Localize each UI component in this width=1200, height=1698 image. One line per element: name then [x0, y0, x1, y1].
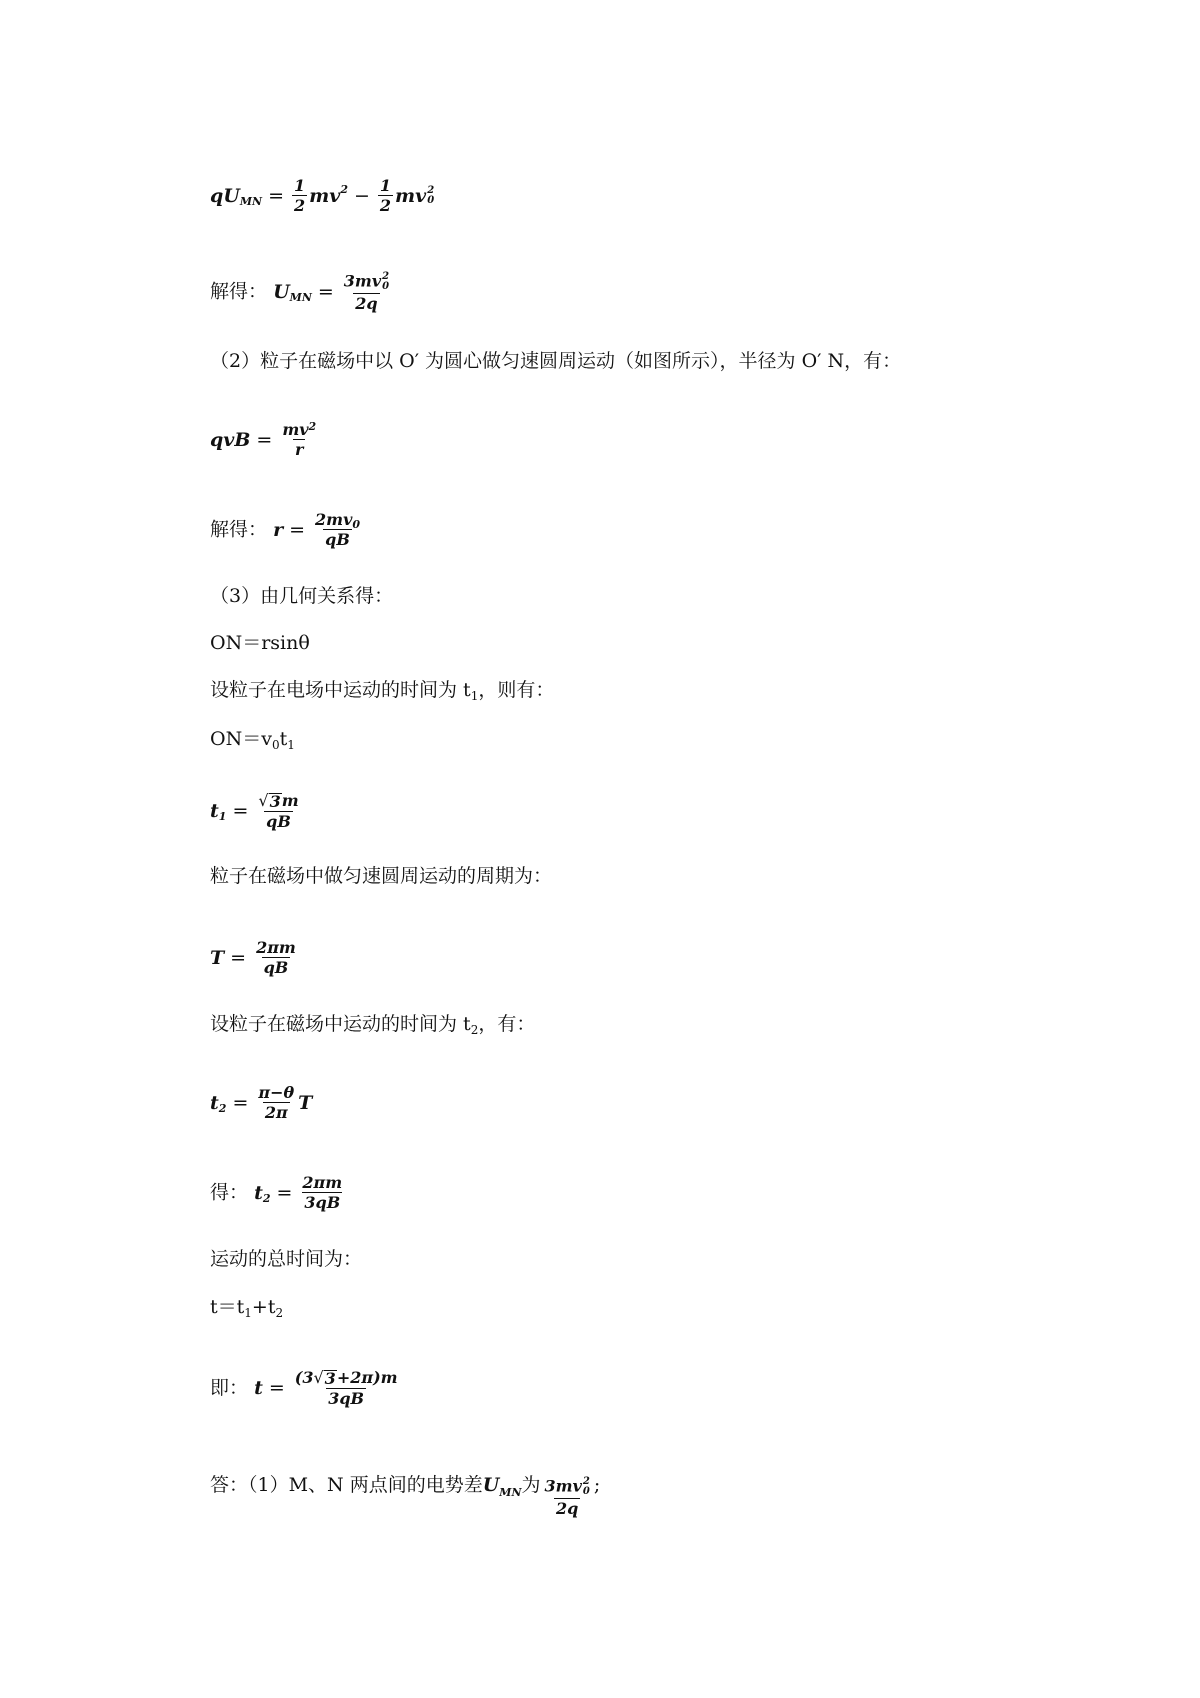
formula: U MN = 3mv 2 0 2q [273, 271, 390, 313]
answer-wei: 为 [521, 1474, 541, 1496]
formula: t 2 = $\frac{\pi-\theta}{2\pi}$ T [210, 1083, 313, 1122]
subscript: 1 [244, 1306, 252, 1320]
formula: qU MN = $\frac{1}{2}$ mv 2 − $\frac{1}{2}$ mv 2 0 [210, 176, 435, 215]
solution-t2 [210, 1175, 346, 1211]
on-rsin-text: ON＝rsinθ [210, 632, 310, 654]
equation-period [210, 940, 300, 976]
t-eq-text: t＝t [210, 1296, 245, 1318]
t2-intro-text: 设粒子在磁场中运动的时间为 t [210, 1013, 471, 1035]
t2-intro-end: ，有： [478, 1013, 536, 1035]
formula: t 1 = √ 3 m qB [210, 791, 299, 831]
formula: T = $\frac{2\pi m}{qB}$ [210, 938, 296, 977]
subscript: 2 [470, 1023, 479, 1037]
plus-t-text: +t [251, 1296, 276, 1318]
paragraph-t1-intro [210, 679, 555, 703]
part2-text: （2）粒子在磁场中以 O′ 为圆心做匀速圆周运动（如图所示），半径为 O′ N，有： [210, 350, 902, 372]
solution-total-time [210, 1370, 402, 1407]
equation-lorentz [210, 422, 320, 458]
answer-text: 答：（1）M、N 两点间的电势差 [210, 1474, 483, 1496]
label-prefix: 即： [210, 1377, 249, 1399]
total-time-text: 运动的总时间为： [210, 1248, 363, 1270]
paragraph-t2-intro [210, 1013, 536, 1037]
solution-t1 [210, 793, 303, 830]
formula: 3mv 2 0 2q [544, 1475, 590, 1518]
formula: t = (3 √ 3 +2π)m 3qB [254, 1368, 398, 1408]
label-prefix: 解得： [210, 518, 268, 541]
part3-text: （3）由几何关系得： [210, 585, 394, 607]
t1-intro-text: 设粒子在电场中运动的时间为 t [210, 679, 471, 701]
equation-t2 [210, 1085, 312, 1121]
subscript: 1 [287, 738, 295, 752]
period-text: 粒子在磁场中做匀速圆周运动的周期为： [210, 865, 553, 887]
on-v0-text: ON＝v [210, 728, 272, 750]
paragraph-part2 [210, 352, 901, 371]
solution-umn [210, 272, 393, 312]
paragraph-total-time [210, 1250, 362, 1269]
formula-umn: $U_{MN}$ [482, 1474, 522, 1499]
t1-intro-end: ，则有： [478, 679, 555, 701]
subscript: 0 [271, 738, 280, 752]
equation-on-v0t1 [210, 728, 295, 752]
equation-on-rsin [210, 634, 310, 653]
equation-total-time [210, 1296, 284, 1320]
paragraph-period [210, 867, 552, 886]
subscript: 1 [470, 689, 479, 703]
answer-end: ; [593, 1474, 601, 1496]
formula: t 2 = $\frac{2\pi m}{3qB}$ [254, 1173, 343, 1212]
subscript: 2 [275, 1306, 284, 1320]
label-prefix: 解得： [210, 280, 268, 303]
equation-energy-theorem [210, 178, 434, 214]
paragraph-part3 [210, 587, 393, 606]
label-prefix: 得： [210, 1181, 249, 1204]
formula: qvB = $\frac{mv^2}{r}$ [210, 420, 317, 459]
solution-radius [210, 512, 364, 548]
on-t-text: t [279, 728, 288, 750]
formula: r = $\frac{2mv0}{qB}$ [273, 510, 361, 549]
answer-part1 [210, 1476, 600, 1517]
